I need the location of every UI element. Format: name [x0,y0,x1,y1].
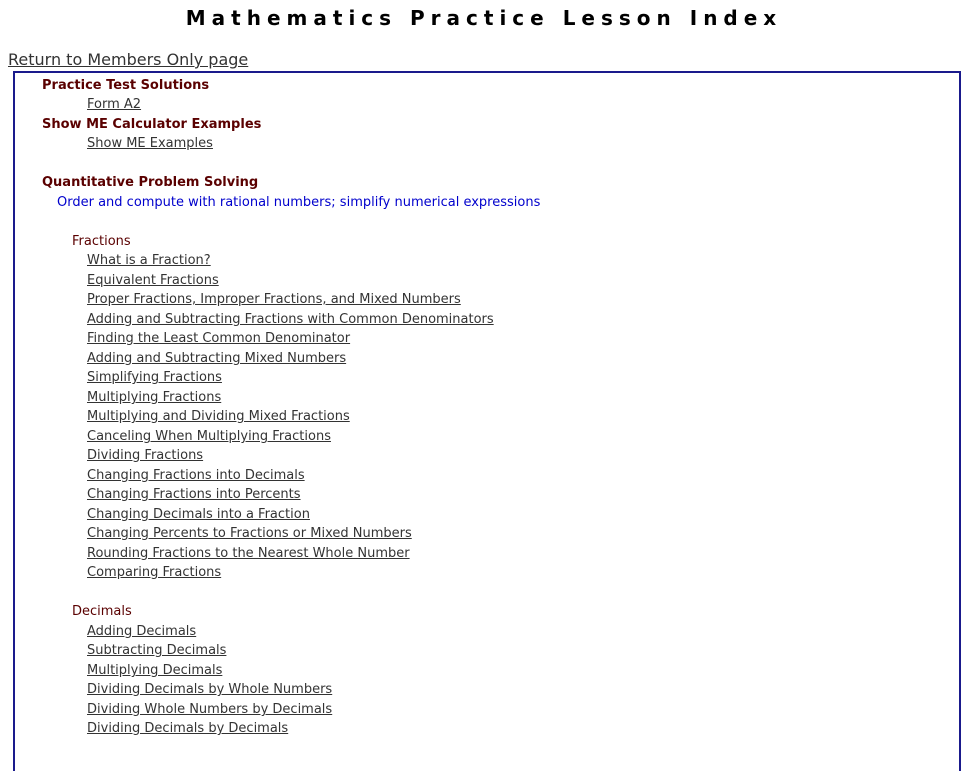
fraction-lesson-link[interactable]: Equivalent Fractions [87,273,219,288]
show-me-examples-link[interactable]: Show ME Examples [87,136,213,151]
decimal-lesson-link[interactable]: Dividing Whole Numbers by Decimals [87,702,333,717]
practice-test-heading: Practice Test Solutions [42,78,210,93]
decimal-lesson-link[interactable]: Adding Decimals [87,624,197,639]
fraction-lesson-link[interactable]: Finding the Least Common Denominator [87,331,351,346]
fraction-lesson-link[interactable]: Changing Decimals into a Fraction [87,507,310,522]
decimals-heading: Decimals [72,604,132,619]
fractions-heading: Fractions [72,234,131,249]
decimal-lesson-link[interactable]: Dividing Decimals by Decimals [87,721,289,736]
fraction-lesson-link[interactable]: Changing Fractions into Percents [87,487,301,502]
objective-text: Order and compute with rational numbers; simplify numerical expressions [57,195,541,210]
decimal-lesson-link[interactable]: Multiplying Decimals [87,663,223,678]
fraction-lesson-link[interactable]: Changing Fractions into Decimals [87,468,305,483]
fraction-lesson-link[interactable]: Canceling When Multiplying Fractions [87,429,331,444]
calculator-heading: Show ME Calculator Examples [42,117,262,132]
decimal-lesson-link[interactable]: Dividing Decimals by Whole Numbers [87,682,333,697]
fraction-lesson-link[interactable]: Simplifying Fractions [87,370,222,385]
fraction-lesson-link[interactable]: Dividing Fractions [87,448,204,463]
fraction-lesson-link[interactable]: Adding and Subtracting Fractions with Common Denominators [87,312,494,327]
fraction-lesson-link[interactable]: Comparing Fractions [87,565,222,580]
form-a2-link[interactable]: Form A2 [87,97,142,112]
fraction-lesson-link[interactable]: Multiplying and Dividing Mixed Fractions [87,409,350,424]
lesson-index-panel [13,71,961,771]
fraction-lesson-link[interactable]: Rounding Fractions to the Nearest Whole Number [87,546,410,561]
page-title: Mathematics Practice Lesson Index [185,6,783,30]
return-to-members-link[interactable]: Return to Members Only page [8,50,249,69]
fraction-lesson-link[interactable]: Changing Percents to Fractions or Mixed Numbers [87,526,412,541]
fraction-lesson-link[interactable]: Adding and Subtracting Mixed Numbers [87,351,347,366]
fraction-lesson-link[interactable]: What is a Fraction? [87,253,211,268]
quantitative-heading: Quantitative Problem Solving [42,175,259,190]
decimal-lesson-link[interactable]: Subtracting Decimals [87,643,227,658]
fraction-lesson-link[interactable]: Proper Fractions, Improper Fractions, and Mixed Numbers [87,292,461,307]
fraction-lesson-link[interactable]: Multiplying Fractions [87,390,222,405]
